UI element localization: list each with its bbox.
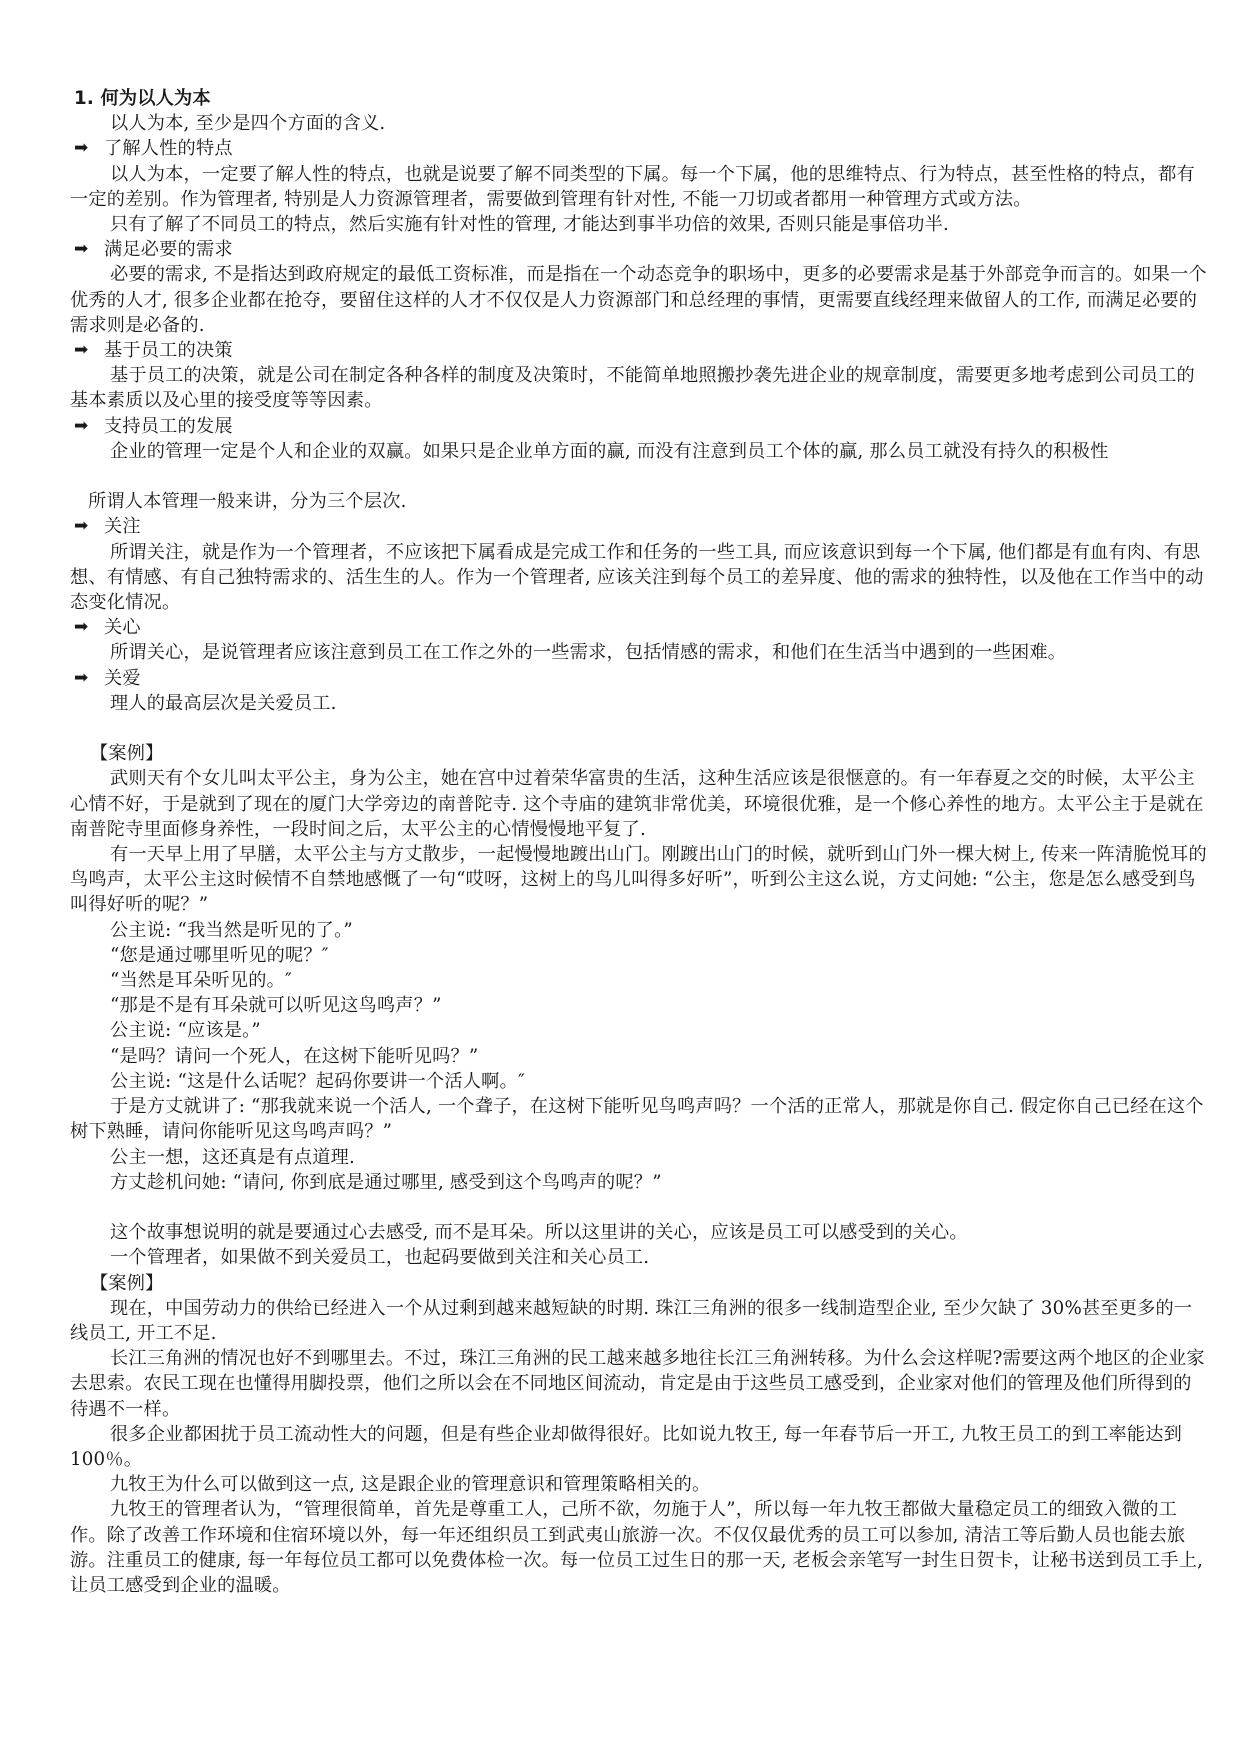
bullet-label: 支持员工的发展 bbox=[104, 415, 233, 437]
paragraph: 只有了解了不同员工的特点，然后实施有针对性的管理, 才能达到事半功倍的效果, 否则只能是事倍功半. bbox=[110, 214, 949, 236]
dialogue-line: 公主一想，这还真是有点道理. bbox=[110, 1146, 356, 1168]
right-arrow-icon: ➡ bbox=[74, 340, 89, 361]
bullet-label: 关注 bbox=[104, 516, 141, 538]
right-arrow-icon: ➡ bbox=[74, 138, 89, 159]
blank-line bbox=[70, 716, 1210, 741]
paragraph: 长江三角洲的情况也好不到哪里去。不过，珠江三角洲的民工越来越多地往长江三角洲转移。为什么会这样呢?需要这两个地区的企业家去思索。农民工现在也懂得用脚投票，他们之所以会在不同地区间流动，肯定是由于这些员工感受到，企业家对他们的管理及他们所得到的待遇不一样。 bbox=[70, 1348, 1205, 1420]
right-arrow-icon: ➡ bbox=[74, 617, 89, 638]
paragraph: 理人的最高层次是关爱员工. bbox=[110, 692, 337, 714]
bullet-label: 关爱 bbox=[104, 667, 141, 689]
dialogue-line: “是吗？请问一个死人，在这树下能听见吗？” bbox=[110, 1045, 479, 1067]
paragraph: 所谓关注，就是作为一个管理者，不应该把下属看成是完成工作和任务的一些工具, 而应该意识到每一个下属, 他们都是有血有肉、有思想、有情感、有自己独特需求的、活生生的人。作为一个管理者, 应该关注到每个员工的差异度、他的需求的独特性，以及他在工作当中的动态变化情况。 bbox=[70, 541, 1204, 614]
paragraph: 企业的管理一定是个人和企业的双赢。如果只是企业单方面的赢, 而没有注意到员工个体的赢, 那么员工就没有持久的积极性 bbox=[110, 440, 1109, 462]
blank-line bbox=[70, 1195, 1210, 1220]
paragraph: 很多企业都困扰于员工流动性大的问题，但是有些企业却做得很好。比如说九牧王, 每一年春节后一开工, 九牧王员工的到工率能达到 100％。 bbox=[70, 1423, 1183, 1470]
dialogue-line: 公主说: “应该是。” bbox=[110, 1020, 261, 1042]
dialogue-line: 于是方丈就讲了: “那我就来说一个活人, 一个聋子，在这树下能听见鸟鸣声吗？一个活的正常人，那就是你自己. 假定你自己已经在这个树下熟睡，请问你能听见这鸟鸣声吗？” bbox=[70, 1096, 1204, 1143]
paragraph: 九牧王的管理者认为，“管理很简单，首先是尊重工人，己所不欲，勿施于人”，所以每一年九牧王都做大量稳定员工的细致入微的工作。除了改善工作环境和住宿环境以外，每一年还组织员工到武夷山旅游一次。不仅仅最优秀的员工可以参加, 清洁工等后勤人员也能去旅游。注重员工的健康, 每一年每位员工都可以免费体检一次。每一位员工过生日的那一天, 老板会亲笔写一封生日贺卡，让秘书送到员工手上, 让员工感受到企业的温暖。 bbox=[70, 1499, 1204, 1596]
right-arrow-icon: ➡ bbox=[74, 667, 89, 688]
bullet-label: 关心 bbox=[104, 617, 141, 639]
paragraph: 基于员工的决策，就是公司在制定各种各样的制度及决策时，不能简单地照搬抄袭先进企业的规章制度，需要更多地考虑到公司员工的基本素质以及心里的接受度等等因素。 bbox=[70, 365, 1195, 412]
bullet-item-attention bbox=[70, 514, 1210, 539]
paragraph: 这个故事想说明的就是要通过心去感受, 而不是耳朵。所以这里讲的关心，应该是员工可以感受到的关心。 bbox=[110, 1222, 968, 1244]
paragraph: 有一天早上用了早膳，太平公主与方丈散步，一起慢慢地踱出山门。刚踱出山门的时候，就听到山门外一棵大树上, 传来一阵清脆悦耳的鸟鸣声，太平公主这时候情不自禁地感慨了一句“哎呀，这树上的鸟儿叫得多好听”，听到公主这么说，方丈问她: “公主，您是怎么感受到鸟叫得好听的呢？” bbox=[70, 844, 1207, 916]
case-label: 【案例】 bbox=[90, 743, 164, 765]
bullet-item-employee-decisions bbox=[70, 338, 1210, 363]
dialogue-line: 方丈趁机问她: “请问, 你到底是通过哪里, 感受到这个鸟鸣声的呢？” bbox=[110, 1171, 662, 1193]
bullet-item-understand-nature bbox=[70, 136, 1210, 161]
bullet-label: 了解人性的特点 bbox=[104, 138, 233, 160]
bullet-item-support-development bbox=[70, 414, 1210, 439]
bullet-label: 满足必要的需求 bbox=[104, 239, 233, 261]
bullet-item-love bbox=[70, 666, 1210, 691]
paragraph: 九牧王为什么可以做到这一点, 这是跟企业的管理意识和管理策略相关的。 bbox=[110, 1474, 711, 1496]
dialogue-line: 公主说: “我当然是听见的了。” bbox=[110, 919, 353, 941]
case-label: 【案例】 bbox=[90, 1272, 164, 1294]
paragraph: 以人为本，一定要了解人性的特点，也就是说要了解不同类型的下属。每一个下属，他的思维特点、行为特点，甚至性格的特点，都有一定的差别。作为管理者, 特别是人力资源管理者，需要做到管理有针对性, 不能一刀切或者都用一种管理方式或方法。 bbox=[70, 163, 1195, 210]
intro-paragraph: 以人为本, 至少是四个方面的含义. bbox=[110, 113, 386, 135]
bullet-item-care bbox=[70, 615, 1210, 640]
bullet-label: 基于员工的决策 bbox=[104, 340, 233, 362]
dialogue-line: “那是不是有耳朵就可以听见这鸟鸣声？” bbox=[110, 995, 442, 1017]
right-arrow-icon: ➡ bbox=[74, 239, 89, 260]
paragraph: 所谓人本管理一般来讲，分为三个层次. bbox=[88, 491, 407, 513]
dialogue-line: “当然是耳朵听见的。″ bbox=[110, 970, 292, 992]
paragraph: 武则天有个女儿叫太平公主，身为公主，她在宫中过着荣华富贵的生活，这种生活应该是很惬意的。有一年春夏之交的时候，太平公主心情不好，于是就到了现在的厦门大学旁边的南普陀寺. 这个寺庙的建筑非常优美，环境很优雅，是一个修心养性的地方。太平公主于是就在南普陀寺里面修身养性，一段时间之后，太平公主的心情慢慢地平复了. bbox=[70, 768, 1204, 840]
paragraph: 现在，中国劳动力的供给已经进入一个从过剩到越来越短缺的时期. 珠江三角洲的很多一线制造型企业, 至少欠缺了 30%甚至更多的一线员工, 开工不足. bbox=[70, 1297, 1193, 1344]
document-page bbox=[70, 86, 1210, 1598]
right-arrow-icon: ➡ bbox=[74, 516, 89, 537]
dialogue-line: 公主说: “这是什么话呢？起码你要讲一个活人啊。″ bbox=[110, 1070, 525, 1092]
right-arrow-icon: ➡ bbox=[74, 415, 89, 436]
paragraph: 必要的需求, 不是指达到政府规定的最低工资标准，而是指在一个动态竞争的职场中，更多的必要需求是基于外部竞争而言的。如果一个优秀的人才, 很多企业都在抢夺，要留住这样的人才不仅仅是人力资源部门和总经理的事情，更需要直线经理来做留人的工作, 而满足必要的需求则是必备的. bbox=[70, 264, 1207, 336]
section-heading: 1. 何为以人为本 bbox=[74, 88, 211, 109]
dialogue-line: “您是通过哪里听见的呢？″ bbox=[110, 944, 329, 966]
paragraph: 一个管理者，如果做不到关爱员工，也起码要做到关注和关心员工. bbox=[110, 1247, 650, 1269]
blank-line bbox=[70, 464, 1210, 489]
paragraph: 所谓关心，是说管理者应该注意到员工在工作之外的一些需求，包括情感的需求，和他们在生活当中遇到的一些困难。 bbox=[110, 642, 1067, 664]
bullet-item-meet-needs bbox=[70, 237, 1210, 262]
